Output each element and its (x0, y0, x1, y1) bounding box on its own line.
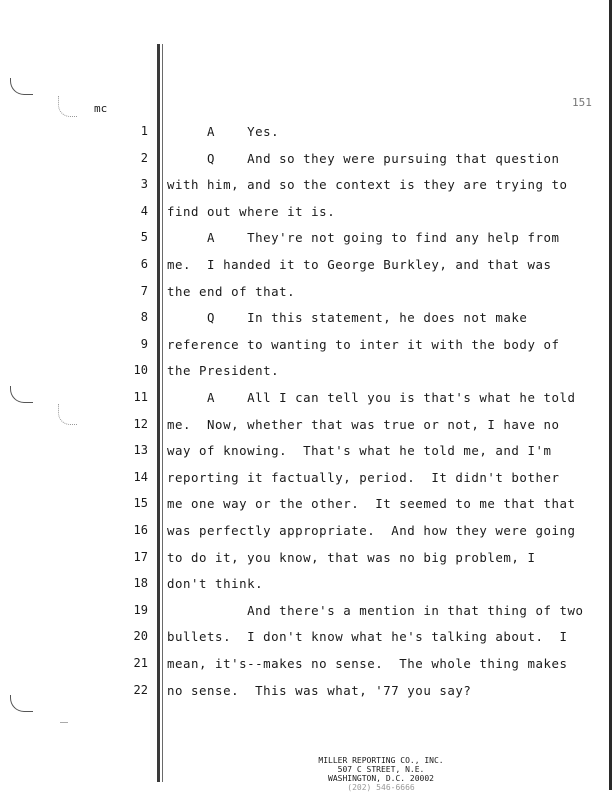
line-text: me. I handed it to George Burkley, and that was (167, 257, 552, 272)
scan-smudge (58, 404, 77, 425)
line-number: 6 (140, 257, 148, 271)
line-number: 1 (140, 124, 148, 138)
line-number: 4 (140, 203, 148, 218)
scan-smudge (58, 96, 77, 117)
line-number: 10 (133, 363, 148, 378)
line-number: 17 (133, 549, 148, 564)
reporter-footer (262, 756, 500, 792)
line-text: reporting it factually, period. It didn't bother (167, 469, 560, 485)
binder-hole-mark (10, 78, 33, 95)
binder-hole-mark (10, 695, 33, 712)
line-text: And there's a mention in that thing of two (167, 602, 584, 618)
line-number: 12 (133, 416, 148, 431)
line-number: 7 (140, 283, 148, 298)
line-text: was perfectly appropriate. And how they were going (167, 523, 576, 538)
line-number: 9 (140, 336, 148, 351)
line-number: 15 (133, 496, 148, 511)
line-number: 20 (133, 629, 148, 644)
line-number: 11 (133, 390, 148, 404)
line-number: 5 (140, 230, 148, 245)
page-number: 151 (572, 96, 592, 109)
line-text: with him, and so the context is they are trying to (167, 177, 568, 193)
line-number: 3 (140, 177, 148, 192)
line-number: 16 (133, 523, 148, 537)
line-number: 21 (133, 656, 148, 670)
footer-company: MILLER REPORTING CO., INC. (318, 756, 444, 765)
line-text: A They're not going to find any help from (167, 230, 560, 246)
line-number: 14 (133, 469, 148, 484)
line-text: mean, it's--makes no sense. The whole thing makes (167, 656, 568, 671)
binder-hole-mark (10, 386, 33, 403)
footer-street: 507 C STREET, N.E. (337, 765, 425, 774)
line-number: 8 (140, 310, 148, 325)
line-text: me. Now, whether that was true or not, I have no (167, 416, 560, 432)
line-text: the President. (167, 363, 280, 379)
line-text: no sense. This was what, '77 you say? (167, 682, 472, 698)
line-text: reference to wanting to inter it with the body of (167, 336, 560, 352)
line-number: 2 (140, 150, 148, 165)
line-text: A All I can tell you is that's what he told (167, 390, 576, 405)
line-text: Q In this statement, he does not make (167, 310, 528, 326)
line-text: the end of that. (167, 283, 296, 299)
line-text: don't think. (167, 576, 264, 592)
scan-smudge (60, 722, 68, 725)
line-text: me one way or the other. It seemed to me that that (167, 496, 576, 512)
line-text: way of knowing. That's what he told me, and I'm (167, 443, 552, 459)
reporter-initials: mc (94, 102, 108, 115)
line-number: 13 (133, 443, 148, 458)
line-number: 22 (133, 682, 148, 697)
line-text: A Yes. (167, 124, 280, 139)
line-number: 18 (133, 576, 148, 591)
footer-city: WASHINGTON, D.C. 20002 (328, 774, 434, 783)
line-number: 19 (133, 602, 148, 617)
line-text: bullets. I don't know what he's talking about. I (167, 629, 568, 645)
line-text: Q And so they were pursuing that question (167, 150, 560, 166)
line-text: find out where it is. (167, 203, 336, 219)
margin-rule-inner (162, 44, 163, 782)
line-text: to do it, you know, that was no big problem, I (167, 549, 536, 565)
margin-rule (157, 44, 160, 782)
footer-phone: (202) 546-6666 (347, 783, 415, 792)
